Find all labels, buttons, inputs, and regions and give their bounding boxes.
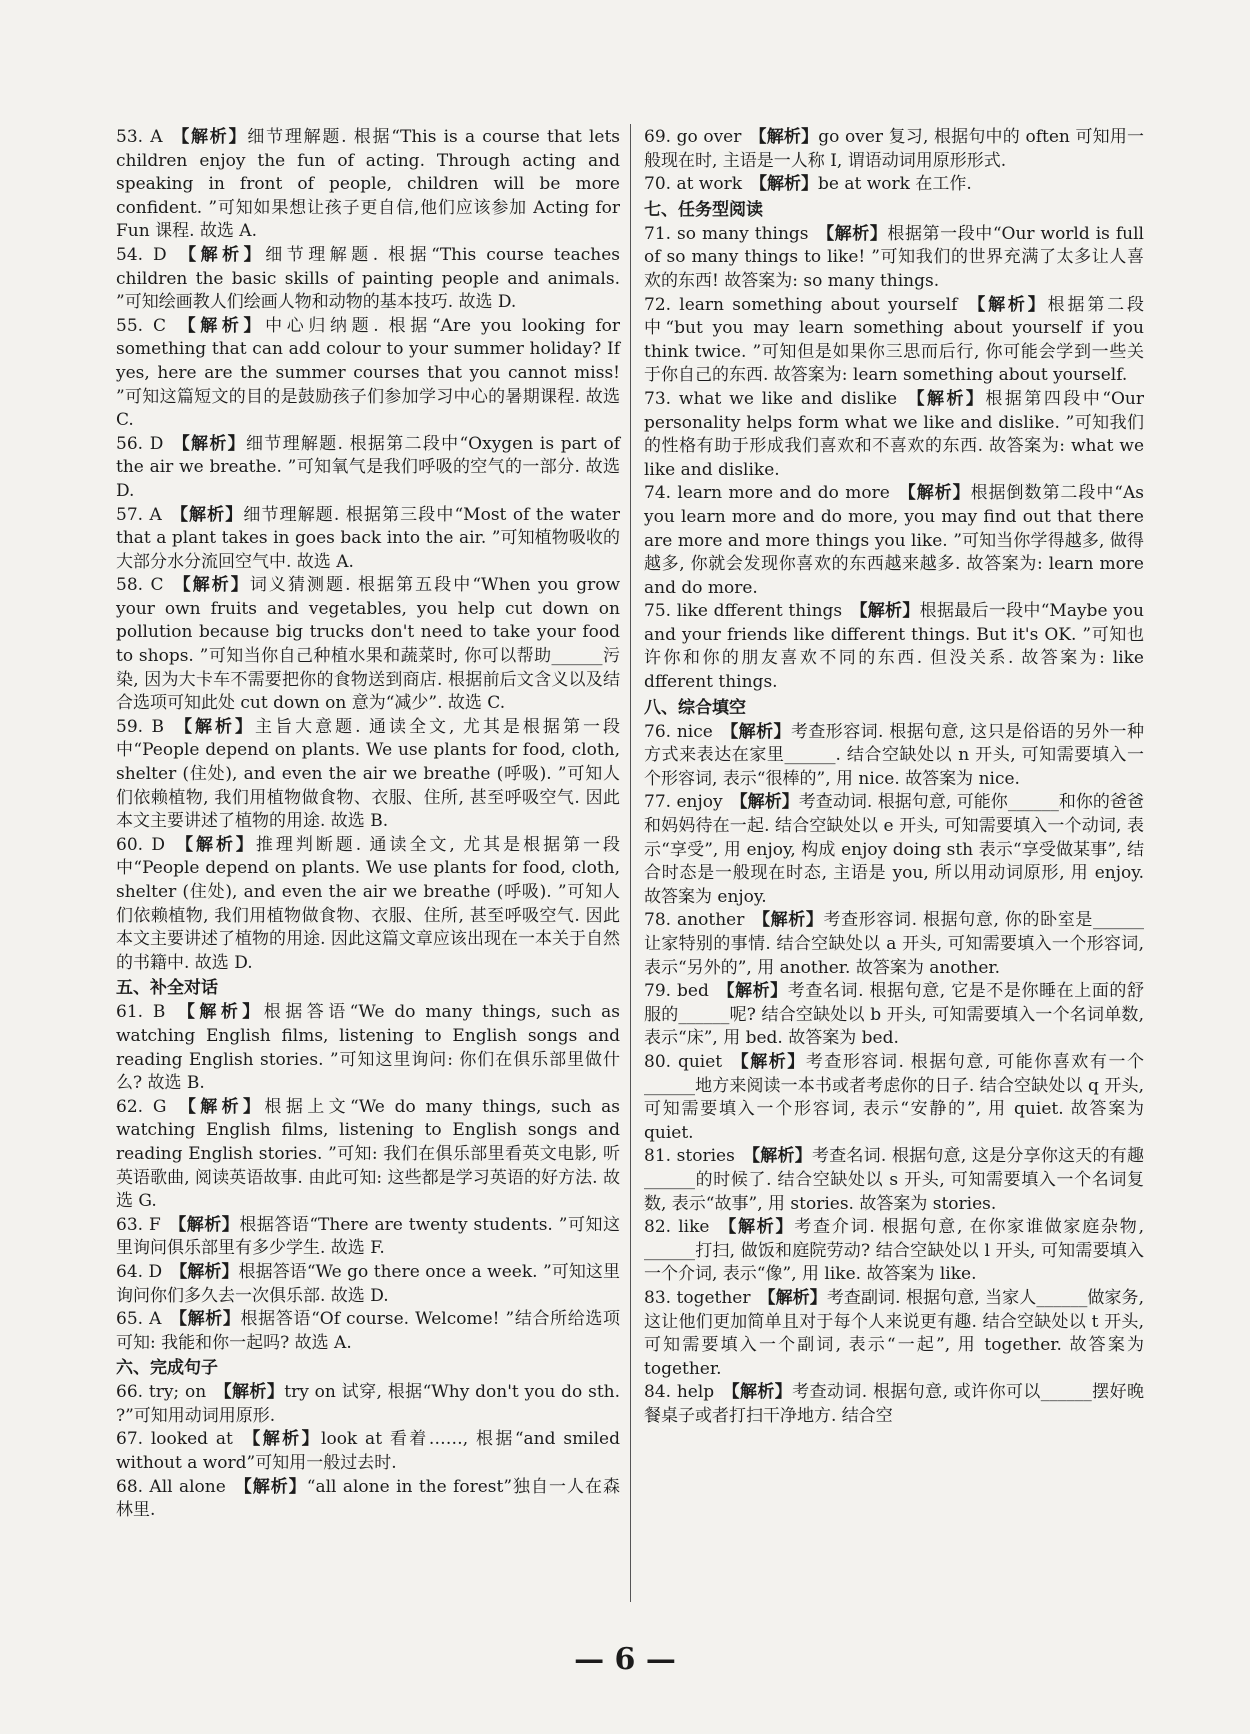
answer-number: 67. looked at [116, 1429, 233, 1450]
answer-number: 74. learn more and do more [644, 483, 890, 504]
analysis-text: 根据答语“We go there once a week. ”可知这里询问你们多久去一次俱乐部. 故选 D. [116, 1261, 621, 1306]
column-divider [630, 124, 631, 1602]
section-heading: 六、完成句子 [116, 1358, 218, 1379]
analysis-text: 根据第一段中“Our world is full of so many things to like! ”可知我们的世界充满了太多让人喜欢的东西! 故答案为: so many things. [644, 223, 1144, 291]
analysis-tag: 【解析】 [174, 315, 266, 336]
answer-item [644, 791, 1144, 909]
answer-item [644, 1051, 1144, 1145]
answer-item [644, 126, 1144, 173]
answer-item [644, 600, 1144, 694]
analysis-tag: 【解析】 [233, 1476, 307, 1497]
analysis-text: 考查名词. 根据句意, 它是不是你睡在上面的舒服的______呢? 结合空缺处以 b 开头, 可知需要填入一个名词单数, 表示“床”, 用 bed. 故答案为 bed. [644, 981, 1145, 1049]
analysis-text: 主旨大意题. 通读全文, 尤其是根据第一段中“People depend on plants. We use plants for food, cloth, shelter (住处), and even the air we breathe (呼吸). ”可知人们依赖植物, 我们用植物做食物、衣服、住所, 甚至呼吸空气. 因此本文主要讲述了植物的用途. 故选 B. [116, 716, 620, 832]
answer-number: 68. All alone [116, 1476, 226, 1497]
analysis-tag: 【解析】 [171, 716, 256, 737]
analysis-tag: 【解析】 [171, 433, 246, 454]
analysis-text: 考查形容词. 根据句意, 这只是俗语的另外一种方式来表达在家里______. 结合空缺处以 n 开头, 可知需要填入一个形容词, 表示“很棒的”, 用 nice. 故答案为 nice. [644, 721, 1144, 789]
answer-item [644, 980, 1144, 1051]
analysis-tag: 【解析】 [850, 601, 920, 622]
analysis-text: 根据上文“We do many things, such as watching English films, listening to English songs and reading English stories. ”可知: 我们在俱乐部里看英文电影, 听英语歌曲, 阅读英语故事. 由此可知: 这些都是学习英语的好方法. 故选 G. [116, 1096, 620, 1212]
analysis-text: 根据最后一段中“Maybe you and your friends like different things. But it's OK. ”可知也许你和你的朋友喜欢不同的东西. 但没关系. 故答案为: like dfferent things. [644, 601, 1144, 693]
analysis-text: “all alone in the forest”独自一人在森林里. [116, 1476, 621, 1521]
answer-item [116, 126, 620, 244]
answer-item [116, 1476, 620, 1523]
answer-number: 75. like dfferent things [644, 601, 843, 622]
analysis-text: 考查动词. 根据句意, 可能你______和你的爸爸和妈妈待在一起. 结合空缺处以 e 开头, 可知需要填入一个动词, 表示“享受”, 用 enjoy, 构成 enjoy doing sth 表示“享受做某事”, 结合时态是一般现在时态, 主语是 you, 所以用动词原形, 用 enjoy. 故答案为 enjoy. [644, 792, 1144, 907]
analysis-text: 根据第四段中“Our personality helps form what we like and dislike. ”可知我们的性格有助于形成我们喜欢和不喜欢的东西. 故答案为: what we like and dislike. [644, 388, 1145, 480]
answer-number: 77. enjoy [644, 792, 723, 813]
answer-item [116, 1381, 620, 1428]
analysis-text: 考查动词. 根据句意, 或许你可以______摆好晚餐桌子或者打扫干净地方. 结合空 [644, 1382, 1144, 1426]
analysis-tag: 【解析】 [720, 721, 791, 742]
answer-number: 53. A [116, 127, 163, 147]
analysis-text: 根据答语“Of course. Welcome! ”结合所给选项可知: 我能和你一起吗? 故选 A. [116, 1309, 621, 1353]
answer-number: 64. D [116, 1261, 163, 1282]
answer-number: 79. bed [644, 981, 709, 1002]
answer-item [644, 1381, 1144, 1428]
analysis-tag: 【解析】 [722, 1382, 793, 1403]
answer-item [644, 909, 1144, 980]
answer-item [116, 1214, 620, 1261]
answer-item [644, 223, 1144, 294]
answer-number: 56. D [116, 433, 164, 454]
analysis-text: 考查名词. 根据句意, 这是分享你这天的有趣______的时候了. 结合空缺处以 s 开头, 可知需要填入一个名词复数, 表示“故事”, 用 stories. 故答案为 stories. [644, 1146, 1145, 1214]
answer-item [644, 482, 1144, 600]
section-heading: 七、任务型阅读 [644, 199, 763, 220]
analysis-text: 推理判断题. 通读全文, 尤其是根据第一段中“People depend on plants. We use plants for food, cloth, shelter (住处), and even the air we breathe (呼吸). ”可知人们依赖植物, 我们用植物做食物、衣服、住所, 甚至呼吸空气. 因此本文主要讲述了植物的用途. 因此这篇文章应该出现在一本关于自然的书籍中. 故选 D. [116, 834, 620, 973]
answer-item [116, 716, 620, 834]
analysis-tag: 【解析】 [171, 575, 250, 596]
analysis-text: 细节理解题. 根据“This is a course that lets children enjoy the fun of acting. Through acting and speaking in front of people, children will be more confident. ”可知如果想让孩子更自信,他们应该参加 Acting for Fun 课程. 故选 A. [116, 127, 621, 242]
answer-item [116, 504, 620, 575]
analysis-text: 考查形容词. 根据句意, 可能你喜欢有一个______地方来阅读一本书或者考虑你的日子. 结合空缺处以 q 开头, 可知需要填入一个形容词, 表示“安静的”, 用 quiet. 故答案为 quiet. [644, 1051, 1145, 1143]
page-number: — 6 — [574, 1642, 676, 1677]
analysis-text: 细节理解题. 根据“This course teaches children the basic skills of painting people and animals. ”可知绘画教人们绘画人物和动物的基本技巧. 故选 D. [116, 244, 621, 313]
analysis-text: try on 试穿, 根据“Why don't you do sth. ?”可知用动词用原形. [116, 1382, 620, 1426]
answer-item [644, 1287, 1144, 1381]
answer-number: 59. B [116, 716, 164, 737]
answer-number: 73. what we like and dislike [644, 388, 898, 409]
answer-item [116, 574, 620, 716]
analysis-tag: 【解析】 [816, 223, 888, 244]
analysis-tag: 【解析】 [965, 294, 1048, 315]
answer-item [116, 1261, 620, 1308]
answer-item [644, 1145, 1144, 1216]
answer-number: 80. quiet [644, 1051, 723, 1072]
analysis-tag: 【解析】 [752, 910, 824, 931]
answer-number: 70. at work [644, 174, 743, 195]
answer-number: 54. D [116, 244, 167, 265]
answer-number: 69. go over [644, 127, 742, 147]
analysis-tag: 【解析】 [730, 1051, 806, 1072]
answer-number: 84. help [644, 1382, 715, 1403]
answer-number: 81. stories [644, 1146, 735, 1167]
answer-item [116, 1096, 620, 1214]
answer-number: 78. another [644, 910, 745, 931]
answer-item [116, 244, 620, 315]
answer-number: 60. D [116, 834, 166, 855]
analysis-text: 词义猜测题. 根据第五段中“When you grow your own fruits and vegetables, you help cut down on pollution because big trucks don't need to take your food to shops. ”可知当你自己种植水果和蔬菜时, 你可以帮助______污染, 因为大卡车不需要把你的食物送到商店. 根据前后文含义以及结合选项可知此处 cut down on 意为“减少”. 故选 C. [116, 575, 621, 714]
analysis-tag: 【解析】 [758, 1287, 827, 1308]
analysis-tag: 【解析】 [173, 834, 256, 855]
answer-number: 66. try; on [116, 1382, 207, 1403]
analysis-tag: 【解析】 [168, 1214, 240, 1235]
analysis-tag: 【解析】 [174, 244, 266, 265]
analysis-text: 考查形容词. 根据句意, 你的卧室是______让家特别的事情. 结合空缺处以 a 开头, 可知需要填入一个形容词, 表示“另外的”, 用 another. 故答案为 another. [644, 910, 1145, 978]
answer-item [644, 1216, 1144, 1287]
answer-number: 57. A [116, 504, 162, 525]
analysis-text: 根据第二段中“but you may learn something about yourself if you think twice. ”可知但是如果你三思而后行, 你可能会学到一些关于你自己的东西. 故答案为: learn something about yourself. [644, 294, 1145, 386]
answer-item [644, 721, 1144, 792]
analysis-tag: 【解析】 [170, 127, 248, 147]
analysis-text: 考查介词. 根据句意, 在你家谁做家庭杂物, ______打扫, 做饭和庭院劳动? 结合空缺处以 l 开头, 可知需要填入一个介词, 表示“像”, 用 like. 故答案为 like. [644, 1217, 1144, 1285]
analysis-text: go over 复习, 根据句中的 often 可知用一般现在时, 主语是一人称 I, 谓语动词用原形形式. [644, 127, 1144, 171]
answer-number: 58. C [116, 575, 164, 596]
analysis-text: 细节理解题. 根据第三段中“Most of the water that a plant takes in goes back into the air. ”可知植物吸收的大部分水分流回空气中. 故选 A. [116, 504, 620, 572]
answer-number: 63. F [116, 1214, 161, 1235]
answer-item [116, 1308, 620, 1355]
answer-item [644, 294, 1144, 388]
analysis-tag: 【解析】 [742, 1146, 812, 1167]
answer-number: 55. C [116, 315, 167, 336]
answer-number: 83. together [644, 1287, 751, 1308]
section-heading: 八、综合填空 [644, 697, 746, 718]
analysis-text: 中心归纳题. 根据“Are you looking for something that can add colour to your summer holiday? If yes, here are the summer courses that you cannot miss! ”可知这篇短文的目的是鼓励孩子们参加学习中心的暑期课程. 故选 C. [116, 315, 620, 431]
answer-number: 76. nice [644, 721, 713, 742]
answer-number: 65. A [116, 1309, 162, 1330]
analysis-tag: 【解析】 [169, 504, 244, 525]
analysis-text: 根据答语“We do many things, such as watching English films, listening to English songs and reading English stories. ”可知这里询问: 你们在俱乐部里做什么? 故选 B. [116, 1002, 620, 1094]
analysis-text: look at 看着……, 根据“and smiled without a word”可知用一般过去时. [116, 1429, 621, 1474]
analysis-tag: 【解析】 [750, 174, 819, 195]
analysis-tag: 【解析】 [897, 483, 971, 504]
analysis-tag: 【解析】 [716, 981, 788, 1002]
analysis-tag: 【解析】 [173, 1002, 264, 1023]
answer-number: 61. B [116, 1002, 166, 1023]
analysis-tag: 【解析】 [730, 792, 799, 813]
analysis-tag: 【解析】 [749, 127, 819, 147]
analysis-text: 根据倒数第二段中“As you learn more and do more, you may find out that there are more and more things you like. ”可知当你学得越多, 做得越多, 你就会发现你喜欢的东西越来越多. 故答案为: learn more and do more. [644, 483, 1145, 598]
answer-item [644, 173, 1144, 197]
answer-item [644, 388, 1144, 482]
right-column [644, 126, 1144, 1428]
analysis-tag: 【解析】 [717, 1217, 795, 1238]
left-column [116, 126, 620, 1523]
answer-number: 62. G [116, 1096, 167, 1117]
section-heading: 五、补全对话 [116, 978, 218, 999]
analysis-tag: 【解析】 [169, 1309, 241, 1330]
analysis-tag: 【解析】 [905, 388, 986, 409]
analysis-tag: 【解析】 [214, 1382, 285, 1403]
answer-item [116, 433, 620, 504]
answer-item [116, 1428, 620, 1475]
answer-item [116, 1001, 620, 1095]
analysis-text: 细节理解题. 根据第二段中“Oxygen is part of the air we breathe. ”可知氧气是我们呼吸的空气的一部分. 故选 D. [116, 433, 621, 501]
answer-item [116, 834, 620, 976]
analysis-tag: 【解析】 [174, 1096, 265, 1117]
analysis-tag: 【解析】 [240, 1429, 322, 1450]
answer-number: 71. so many things [644, 223, 809, 244]
answer-number: 82. like [644, 1217, 710, 1238]
analysis-text: 考查副词. 根据句意, 当家人______做家务, 这让他们更加简单且对于每个人来说更有趣. 结合空缺处以 t 开头, 可知需要填入一个副词, 表示“一起”, 用 together. 故答案为 together. [644, 1287, 1144, 1379]
answer-item [116, 315, 620, 433]
analysis-tag: 【解析】 [170, 1261, 239, 1282]
answer-number: 72. learn something about yourself [644, 294, 958, 315]
analysis-text: be at work 在工作. [818, 174, 972, 195]
analysis-text: 根据答语“There are twenty students. ”可知这里询问俱乐部里有多少学生. 故选 F. [116, 1214, 620, 1259]
